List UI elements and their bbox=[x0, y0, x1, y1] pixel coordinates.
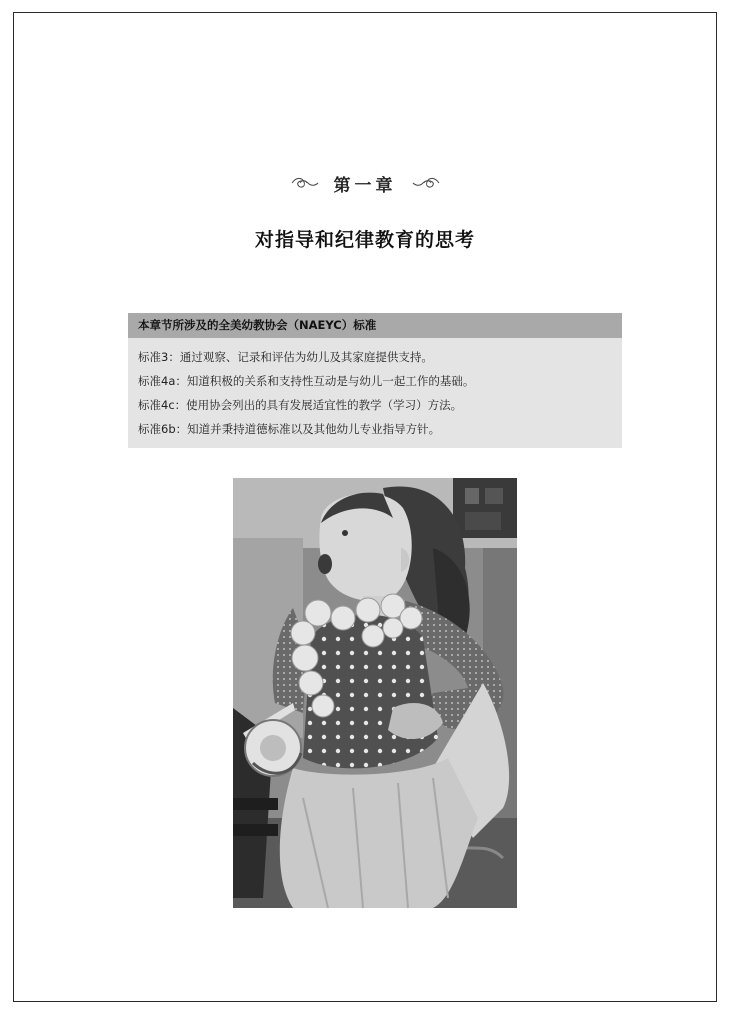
chapter-heading bbox=[0, 170, 730, 196]
standard-item: 标准4a：知道积极的关系和支持性互动是与幼儿一起工作的基础。 bbox=[138, 374, 475, 388]
right-flourish-ornament-icon bbox=[411, 175, 441, 191]
chapter-title: 对指导和纪律教育的思考 bbox=[254, 229, 475, 251]
standard-item: 标准4c：使用协会列出的具有发展适宜性的教学（学习）方法。 bbox=[138, 398, 463, 412]
left-flourish-ornament-icon bbox=[290, 175, 320, 191]
chapter-label: 第一章 bbox=[333, 175, 397, 196]
standards-header: 本章节所涉及的全美幼教协会（NAEYC）标准 bbox=[128, 313, 622, 338]
standards-list bbox=[128, 338, 622, 441]
child-photo bbox=[233, 478, 517, 908]
standard-item: 标准3：通过观察、记录和评估为幼儿及其家庭提供支持。 bbox=[138, 350, 433, 364]
standard-item: 标准6b：知道并秉持道德标准以及其他幼儿专业指导方针。 bbox=[138, 422, 441, 436]
naeyc-standards-box bbox=[128, 313, 622, 448]
